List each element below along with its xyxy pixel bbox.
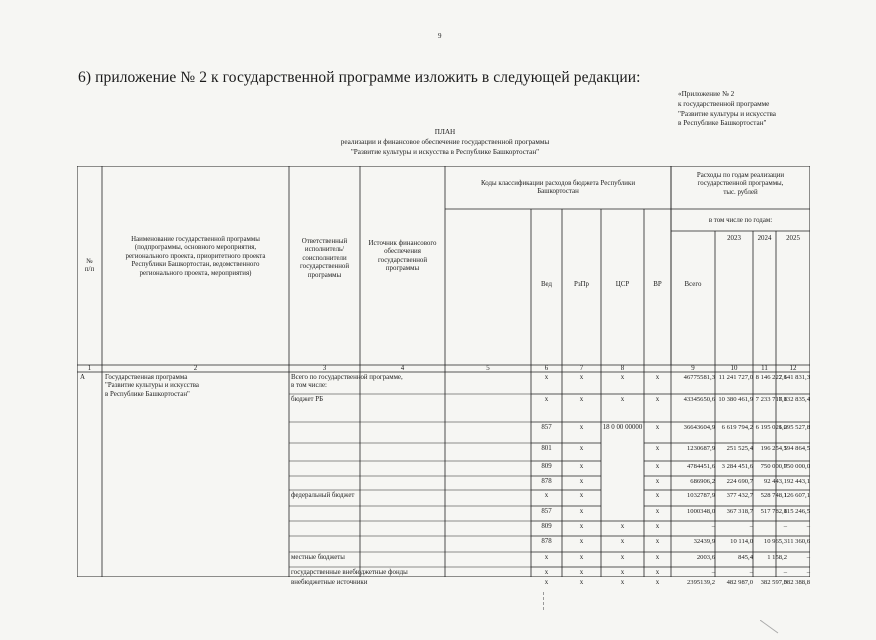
- row-year-2025: 6 095 527,8: [778, 424, 810, 431]
- row-ved: х: [544, 396, 549, 403]
- row-rzpr: х: [579, 463, 584, 470]
- row-year-2024: 517 782,8: [760, 508, 787, 515]
- row-year-2024: 92 443,1: [763, 478, 787, 485]
- row-ved: 809: [541, 523, 552, 530]
- row-ved: 878: [541, 538, 552, 545]
- row-ved: х: [544, 569, 549, 576]
- row-vr: х: [655, 569, 660, 576]
- row-year-2024: 196 254,5: [760, 445, 787, 452]
- row-vr: х: [655, 445, 660, 452]
- row-csr: 18 0 00 00000: [602, 424, 643, 431]
- column-number: 7: [579, 365, 584, 372]
- row-rzpr: х: [579, 508, 584, 515]
- row-csr: х: [620, 579, 625, 586]
- scan-mark: [760, 620, 780, 634]
- row-label: внебюджетные источники: [291, 579, 368, 586]
- scan-mark: [542, 592, 545, 612]
- row-total: 1032787,9: [686, 492, 715, 499]
- row-total: –: [711, 523, 715, 530]
- row-vr: х: [655, 508, 660, 515]
- row-total: 46775581,3: [683, 374, 715, 381]
- header-year-2025: 2025: [786, 235, 800, 242]
- row-total: –: [711, 569, 715, 576]
- column-number: 11: [761, 365, 768, 372]
- row-ved: х: [544, 492, 549, 499]
- header-program-name: Наименование государственной программы (подпрограммы, основного мероприятия, регионального проекта, приоритетного проекта Республики Башкортостан, ведомственного регионального проекта, мероприятия): [125, 236, 266, 277]
- row-ved: 878: [541, 478, 552, 485]
- plan-title-line: ПЛАН: [434, 128, 456, 136]
- row-year-2023: 377 432,7: [726, 492, 753, 499]
- row-ved: х: [544, 374, 549, 381]
- row-rzpr: х: [579, 396, 584, 403]
- row-csr: х: [620, 538, 625, 545]
- row-rzpr: х: [579, 424, 584, 431]
- plan-title-line: реализации и финансовое обеспечение государственной программы: [340, 137, 550, 146]
- row-ved: 857: [541, 508, 552, 515]
- row-rzpr: х: [579, 374, 584, 381]
- row-rzpr: х: [579, 492, 584, 499]
- row-label: государственные внебюджетные фонды: [291, 569, 408, 576]
- row-vr: х: [655, 523, 660, 530]
- row-ved: 857: [541, 424, 552, 431]
- row-total: 1230687,9: [686, 445, 715, 452]
- row-rzpr: х: [579, 554, 584, 561]
- row-label: Всего по государственной программе, в том числе:: [291, 374, 403, 390]
- header-expenses: Расходы по годам реализации государственной программы, тыс. рублей: [696, 172, 785, 196]
- row-vr: х: [655, 374, 660, 381]
- row-year-2025: –: [806, 523, 810, 530]
- row-year-2024: 10 965,3: [763, 538, 787, 545]
- row-year-2025: 115 246,5: [783, 508, 810, 515]
- row-year-2024: –: [783, 569, 787, 576]
- row-total: 36643604,9: [683, 424, 715, 431]
- column-number: 12: [789, 365, 797, 372]
- program-letter: А: [80, 374, 85, 381]
- row-vr: х: [655, 538, 660, 545]
- plan-title-line: "Развитие культуры и искусства в Республике Башкортостан": [350, 147, 540, 156]
- header-rzpr: РзПр: [574, 281, 589, 288]
- row-vr: х: [655, 554, 660, 561]
- appendix-line: "Развитие культуры и искусства: [678, 109, 776, 118]
- row-label: федеральный бюджет: [291, 492, 355, 499]
- row-rzpr: х: [579, 569, 584, 576]
- row-csr: х: [620, 569, 625, 576]
- row-rzpr: х: [579, 478, 584, 485]
- row-year-2025: 7 641 831,3: [778, 374, 810, 381]
- program-name: Государственная программа "Развитие культуры и искусства в Республике Башкортостан": [105, 374, 199, 398]
- row-year-2024: 7 233 718,8: [755, 396, 787, 403]
- row-rzpr: х: [579, 523, 584, 530]
- row-total: 4784451,6: [686, 463, 715, 470]
- row-year-2025: 11 360,6: [787, 538, 810, 545]
- header-responsible: Ответственный исполнитель/ соисполнители государственной программы: [299, 238, 350, 279]
- row-year-2023: 224 690,7: [726, 478, 753, 485]
- row-year-2025: –: [806, 554, 810, 561]
- appendix-stamp: [678, 90, 776, 129]
- row-year-2025: –: [806, 569, 810, 576]
- row-total: 32439,9: [693, 538, 715, 545]
- row-vr: х: [655, 396, 660, 403]
- row-year-2025: 382 388,8: [783, 579, 810, 586]
- column-number: 2: [193, 365, 198, 372]
- plan-table: [77, 166, 810, 586]
- row-year-2024: 1 158,2: [767, 554, 787, 561]
- row-total: 43345650,6: [683, 396, 715, 403]
- row-year-2025: 194 864,5: [783, 445, 810, 452]
- column-number: 4: [400, 365, 405, 372]
- row-year-2024: 382 597,0: [760, 579, 787, 586]
- header-funding-source: Источник финансового обеспечения государственной программы: [368, 240, 437, 273]
- column-number: 6: [544, 365, 549, 372]
- column-number: 1: [87, 365, 92, 372]
- column-number: 5: [486, 365, 490, 372]
- appendix-line: «Приложение № 2: [678, 90, 735, 98]
- row-total: 2395139,2: [686, 579, 715, 586]
- header-csr: ЦСР: [615, 281, 630, 288]
- row-rzpr: х: [579, 445, 584, 452]
- header-num: № п/п: [84, 258, 95, 274]
- header-year-2024: 2024: [757, 235, 772, 242]
- row-csr: х: [620, 523, 625, 530]
- row-year-2023: 482 987,0: [726, 579, 753, 586]
- column-number: 8: [620, 365, 625, 372]
- row-csr: х: [620, 554, 625, 561]
- row-total: 1000348,0: [686, 508, 715, 515]
- row-total: 2003,6: [696, 554, 715, 561]
- row-rzpr: х: [579, 538, 584, 545]
- plan-title: [300, 128, 590, 157]
- row-csr: х: [620, 374, 625, 381]
- row-year-2023: 10 380 461,9: [718, 396, 753, 403]
- row-rzpr: х: [579, 579, 584, 586]
- page-number: 9: [438, 32, 442, 40]
- header-classification-codes: Коды классификации расходов бюджета Республики Башкортостан: [480, 180, 636, 196]
- row-year-2023: 6 619 794,2: [721, 424, 753, 431]
- section-heading: 6) приложение № 2 к государственной программе изложить в следующей редакции:: [78, 69, 641, 86]
- row-year-2023: 367 318,7: [726, 508, 753, 515]
- row-year-2023: –: [749, 523, 753, 530]
- row-year-2023: 11 241 727,0: [718, 374, 753, 381]
- header-vr: ВР: [653, 281, 662, 288]
- row-year-2024: 6 195 021,2: [755, 424, 787, 431]
- row-vr: х: [655, 478, 660, 485]
- row-vr: х: [655, 463, 660, 470]
- row-year-2023: 251 525,4: [726, 445, 753, 452]
- header-year-2023: 2023: [727, 235, 741, 242]
- column-number: 9: [691, 365, 695, 372]
- row-year-2025: 92 443,1: [786, 478, 810, 485]
- row-label: бюджет РБ: [291, 396, 324, 403]
- row-ved: х: [544, 579, 549, 586]
- row-year-2025: 7 132 835,4: [778, 396, 810, 403]
- appendix-line: к государственной программе: [678, 99, 770, 108]
- row-ved: х: [544, 554, 549, 561]
- row-ved: 801: [541, 445, 552, 452]
- appendix-line: в Республике Башкортостан": [678, 119, 767, 128]
- column-number: 3: [322, 365, 327, 372]
- column-number: 10: [730, 365, 738, 372]
- header-total: Всего: [684, 281, 702, 288]
- row-year-2024: –: [783, 523, 787, 530]
- row-year-2023: –: [749, 569, 753, 576]
- row-vr: х: [655, 579, 660, 586]
- row-year-2025: 126 607,1: [783, 492, 810, 499]
- row-ved: 809: [541, 463, 552, 470]
- row-year-2024: 750 000,0: [760, 463, 787, 470]
- row-year-2023: 10 114,0: [730, 538, 753, 545]
- row-year-2025: 750 000,0: [783, 463, 810, 470]
- row-label: местные бюджеты: [291, 554, 345, 561]
- row-year-2024: 528 748,1: [760, 492, 787, 499]
- row-vr: х: [655, 424, 660, 431]
- row-year-2024: 8 146 222,1: [755, 374, 787, 381]
- row-year-2023: 3 284 451,6: [721, 463, 753, 470]
- header-including-years: в том числе по годам:: [708, 217, 773, 224]
- row-total: 686906,2: [690, 478, 715, 485]
- row-vr: х: [655, 492, 660, 499]
- row-csr: х: [620, 396, 625, 403]
- row-year-2023: 845,4: [738, 554, 753, 561]
- header-ved: Вед: [540, 281, 553, 288]
